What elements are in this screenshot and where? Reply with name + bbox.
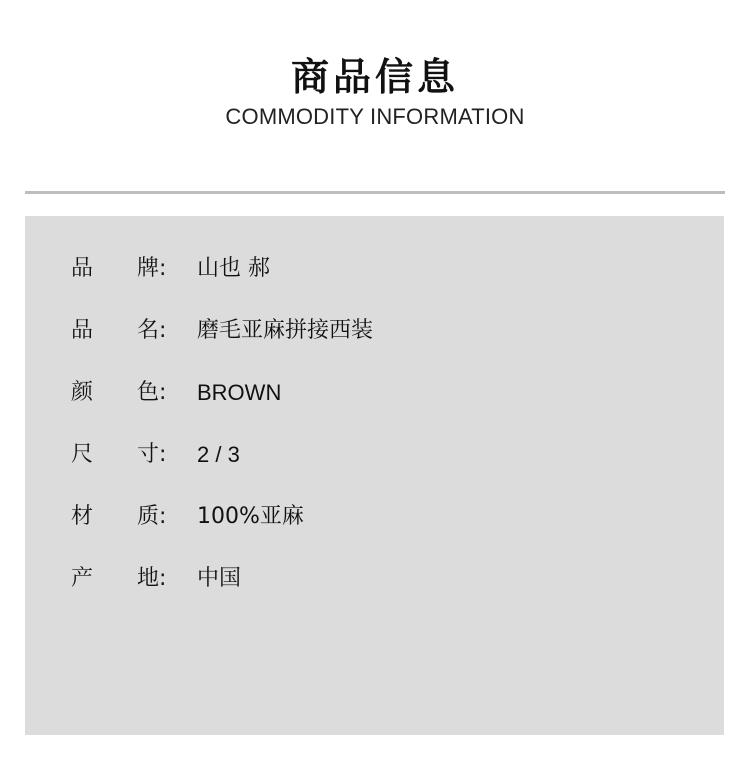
info-row-material xyxy=(71,502,304,532)
info-value: BROWN xyxy=(197,380,282,405)
commodity-info-panel xyxy=(25,216,724,735)
info-label-char1: 品 xyxy=(71,318,94,343)
info-value: 中国 xyxy=(197,566,242,591)
info-label-char1: 品 xyxy=(71,256,94,281)
info-row-brand xyxy=(71,254,270,284)
info-label-colon: : xyxy=(159,380,167,405)
info-label-colon: : xyxy=(159,442,167,467)
info-value: 山也 郝 xyxy=(197,256,270,281)
info-value: 磨毛亚麻拼接西装 xyxy=(197,318,374,343)
info-row-size xyxy=(71,440,240,470)
info-value: 100%亚麻 xyxy=(197,504,304,529)
info-label-char1: 材 xyxy=(71,504,94,529)
info-label-colon: : xyxy=(159,318,167,343)
header-divider xyxy=(25,191,725,194)
info-row-origin xyxy=(71,564,241,594)
info-label-char1: 尺 xyxy=(71,442,94,467)
info-row-product-name xyxy=(71,316,373,346)
info-label-colon: : xyxy=(159,504,167,529)
info-label-char1: 产 xyxy=(71,566,94,591)
info-row-color xyxy=(71,378,281,408)
info-label-char2: 质 xyxy=(137,504,160,529)
info-label-char2: 色 xyxy=(137,380,160,405)
info-label-colon: : xyxy=(159,566,167,591)
info-value: 2 / 3 xyxy=(197,442,240,467)
info-label-char2: 名 xyxy=(137,318,160,343)
info-label-char2: 地 xyxy=(137,566,160,591)
info-label-char1: 颜 xyxy=(71,380,94,405)
section-header xyxy=(0,54,750,132)
info-label-char2: 寸 xyxy=(137,442,160,467)
info-label-char2: 牌 xyxy=(137,256,160,281)
section-title: 商品信息 xyxy=(290,55,459,99)
info-label-colon: : xyxy=(159,256,167,281)
section-subtitle: COMMODITY INFORMATION xyxy=(225,104,525,129)
